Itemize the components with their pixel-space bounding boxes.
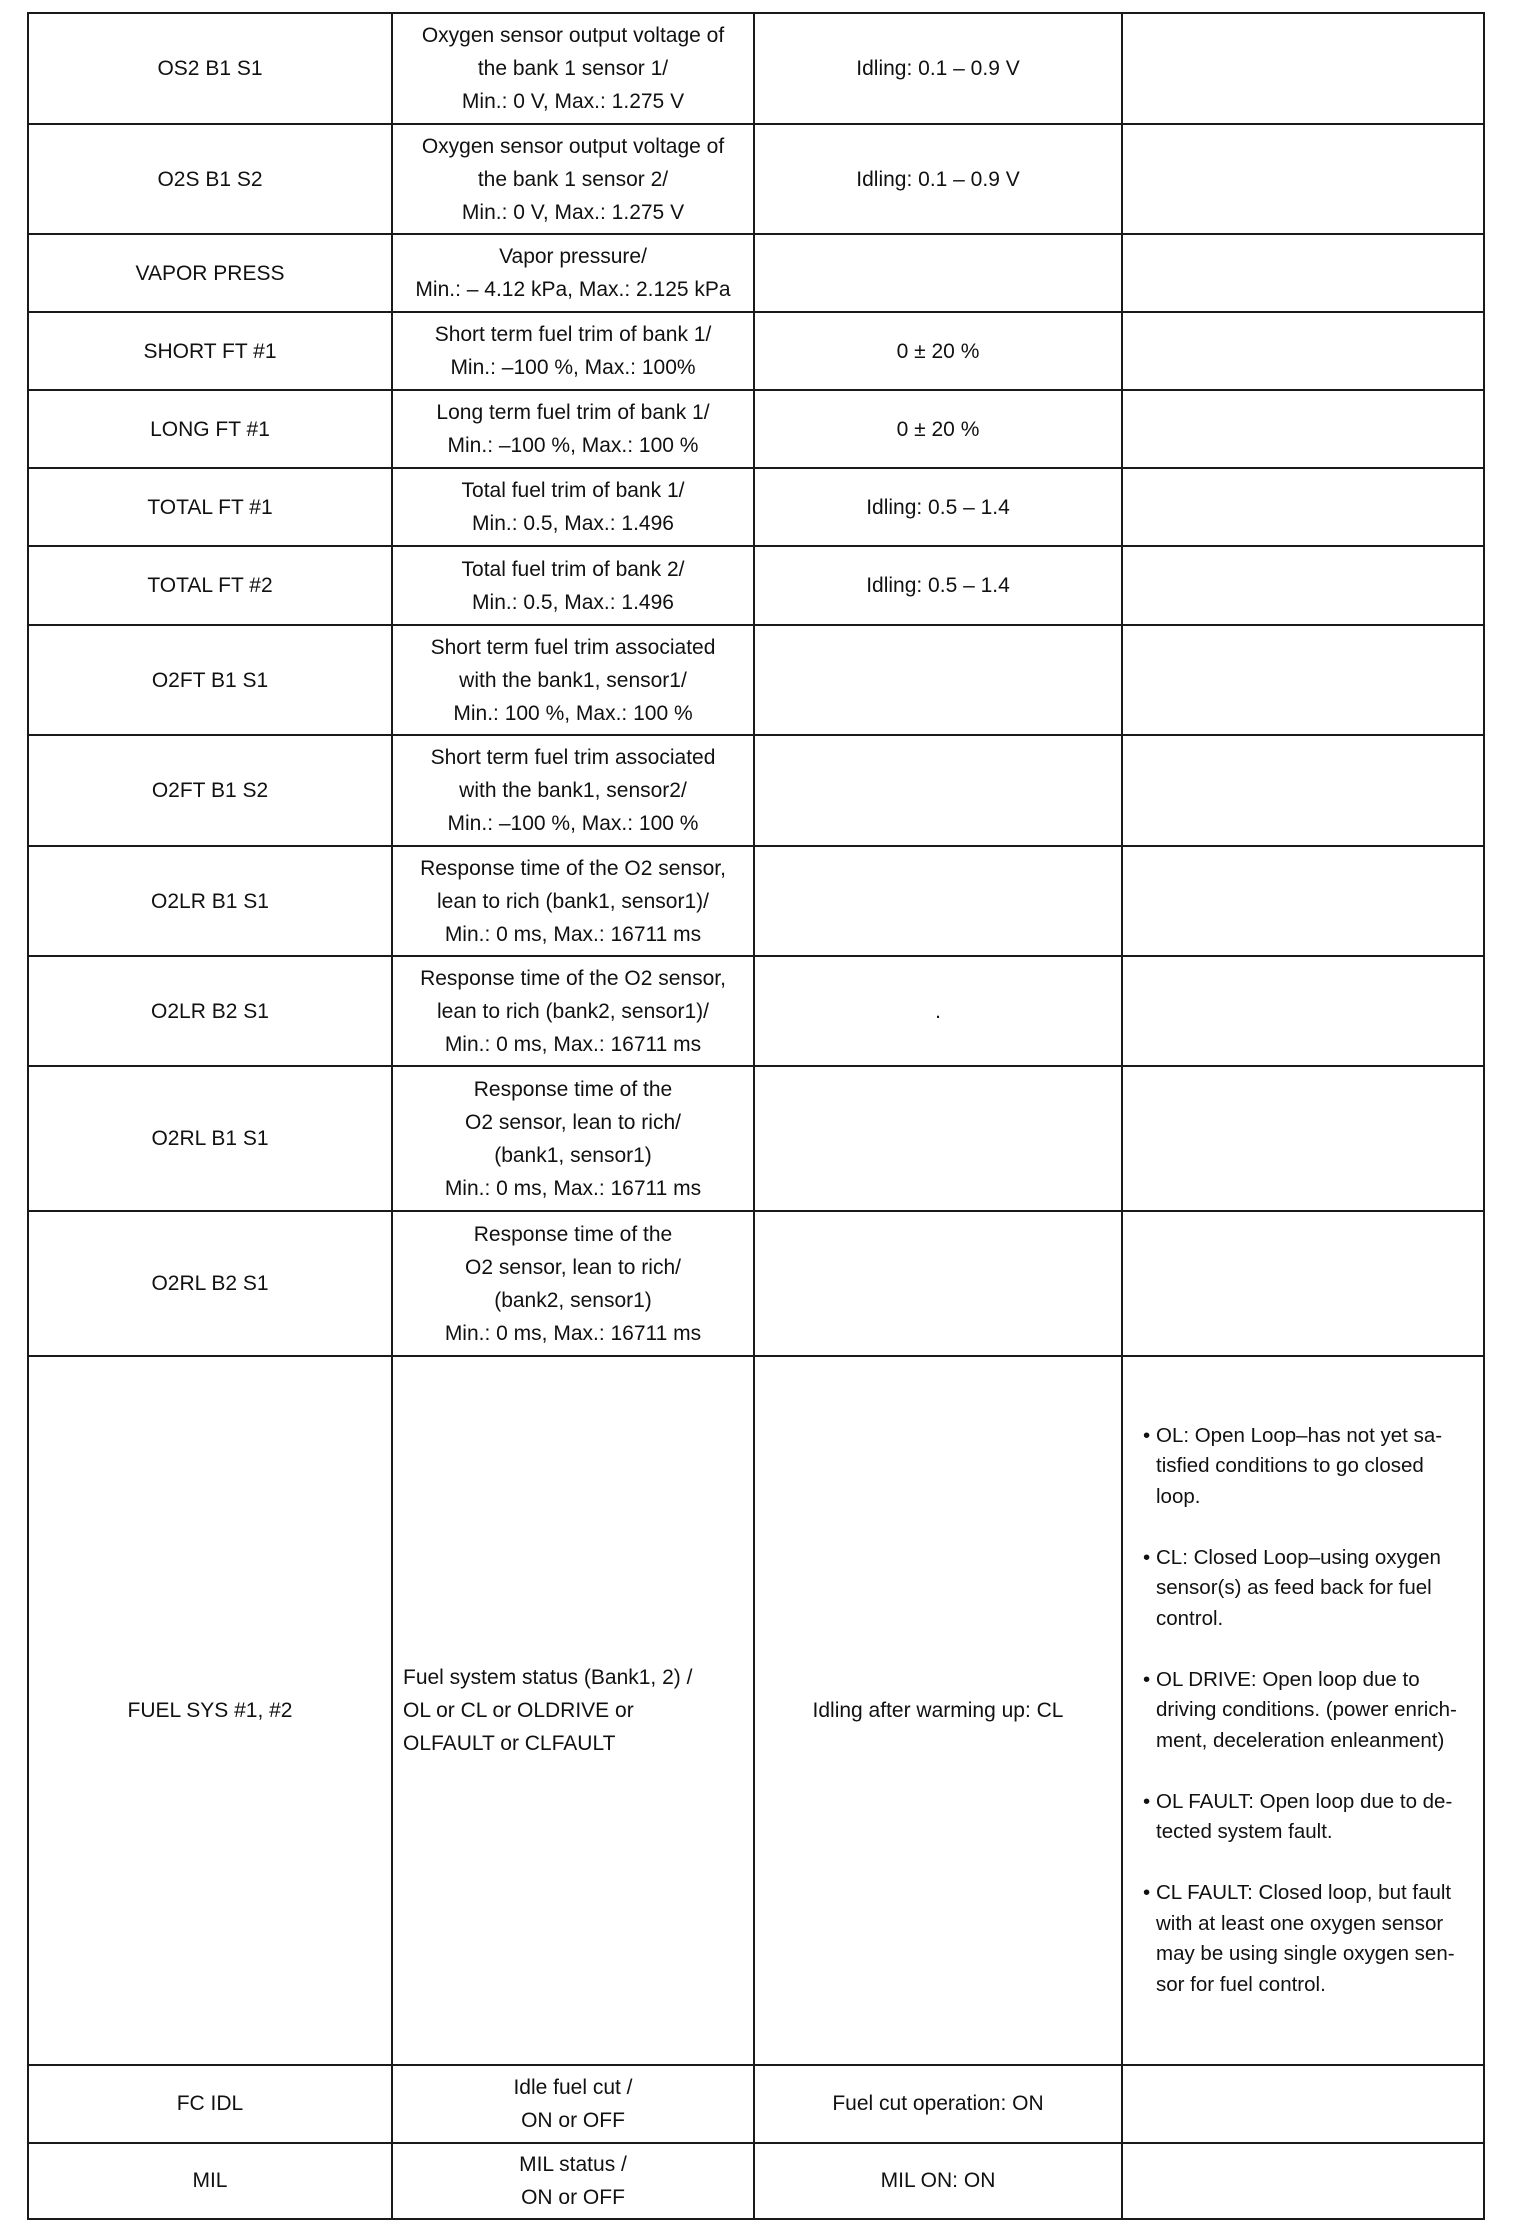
description-cell: Idle fuel cut / ON or OFF (392, 2065, 754, 2143)
item-name-cell: OS2 B1 S1 (28, 13, 392, 124)
item-name-cell: O2LR B1 S1 (28, 846, 392, 956)
description-cell: Vapor pressure/ Min.: – 4.12 kPa, Max.: 2.125 kPa (392, 234, 754, 312)
remarks-cell (1122, 234, 1484, 312)
table-row (28, 625, 1484, 735)
description-cell: Short term fuel trim associated with the bank1, sensor2/ Min.: –100 %, Max.: 100 % (392, 735, 754, 846)
table-row (28, 2065, 1484, 2143)
list-item: • CL: Closed Loop–using oxygen sensor(s) as feed back for fuel control. (1143, 1543, 1467, 1635)
table-row (28, 468, 1484, 546)
table-row (28, 546, 1484, 625)
reference-cell: Fuel cut operation: ON (754, 2065, 1122, 2143)
description-cell: Response time of the O2 sensor, lean to rich/ (bank2, sensor1) Min.: 0 ms, Max.: 16711 ms (392, 1211, 754, 1356)
remarks-cell (1122, 312, 1484, 390)
item-name-cell: FC IDL (28, 2065, 392, 2143)
item-name-cell: O2S B1 S2 (28, 124, 392, 234)
table-row (28, 2143, 1484, 2219)
reference-cell: MIL ON: ON (754, 2143, 1122, 2219)
remarks-cell (1122, 1066, 1484, 1211)
remarks-cell (1122, 546, 1484, 625)
item-name-cell: SHORT FT #1 (28, 312, 392, 390)
item-name-cell: MIL (28, 2143, 392, 2219)
remarks-cell (1122, 468, 1484, 546)
description-cell: Total fuel trim of bank 2/ Min.: 0.5, Max.: 1.496 (392, 546, 754, 625)
list-item: • CL FAULT: Closed loop, but fault with at least one oxygen sensor may be using single oxygen sen- sor for fuel control. (1143, 1878, 1467, 2000)
remarks-cell (1122, 2143, 1484, 2219)
item-name-cell: O2FT B1 S2 (28, 735, 392, 846)
table-row (28, 1211, 1484, 1356)
data-list-sheet (27, 12, 1485, 2220)
reference-cell: Idling after warming up: CL (754, 1356, 1122, 2065)
table-row (28, 124, 1484, 234)
item-name-cell: O2LR B2 S1 (28, 956, 392, 1066)
remarks-cell (1122, 124, 1484, 234)
reference-cell (754, 1211, 1122, 1356)
remarks-cell (1122, 735, 1484, 846)
table-row (28, 312, 1484, 390)
description-cell: Total fuel trim of bank 1/ Min.: 0.5, Max.: 1.496 (392, 468, 754, 546)
table-row (28, 390, 1484, 468)
reference-cell: 0 ± 20 % (754, 312, 1122, 390)
description-cell: Long term fuel trim of bank 1/ Min.: –100 %, Max.: 100 % (392, 390, 754, 468)
description-cell: Oxygen sensor output voltage of the bank 1 sensor 2/ Min.: 0 V, Max.: 1.275 V (392, 124, 754, 234)
description-cell: Short term fuel trim of bank 1/ Min.: –100 %, Max.: 100% (392, 312, 754, 390)
item-name-cell: LONG FT #1 (28, 390, 392, 468)
remarks-cell (1122, 1356, 1484, 2065)
description-cell: Response time of the O2 sensor, lean to rich (bank2, sensor1)/ Min.: 0 ms, Max.: 16711 ms (392, 956, 754, 1066)
item-name-cell: O2RL B1 S1 (28, 1066, 392, 1211)
reference-cell (754, 846, 1122, 956)
remarks-cell (1122, 13, 1484, 124)
description-cell: MIL status / ON or OFF (392, 2143, 754, 2219)
description-cell: Short term fuel trim associated with the bank1, sensor1/ Min.: 100 %, Max.: 100 % (392, 625, 754, 735)
list-item: • OL FAULT: Open loop due to de- tected system fault. (1143, 1787, 1467, 1848)
remarks-cell (1122, 625, 1484, 735)
description-cell: Oxygen sensor output voltage of the bank 1 sensor 1/ Min.: 0 V, Max.: 1.275 V (392, 13, 754, 124)
reference-cell (754, 735, 1122, 846)
remarks-cell (1122, 2065, 1484, 2143)
table-row (28, 234, 1484, 312)
reference-cell (754, 1066, 1122, 1211)
reference-cell (754, 234, 1122, 312)
table-row (28, 956, 1484, 1066)
description-cell: Fuel system status (Bank1, 2) / OL or CL or OLDRIVE or OLFAULT or CLFAULT (392, 1356, 754, 2065)
table-row (28, 735, 1484, 846)
item-name-cell: TOTAL FT #1 (28, 468, 392, 546)
remarks-cell (1122, 1211, 1484, 1356)
reference-cell (754, 625, 1122, 735)
item-name-cell: TOTAL FT #2 (28, 546, 392, 625)
reference-cell: . (754, 956, 1122, 1066)
item-name-cell: O2RL B2 S1 (28, 1211, 392, 1356)
reference-cell: 0 ± 20 % (754, 390, 1122, 468)
remarks-cell (1122, 390, 1484, 468)
description-cell: Response time of the O2 sensor, lean to rich (bank1, sensor1)/ Min.: 0 ms, Max.: 16711 ms (392, 846, 754, 956)
table-row (28, 13, 1484, 124)
fuel-system-notes (1133, 1390, 1473, 2031)
remarks-cell (1122, 956, 1484, 1066)
reference-cell: Idling: 0.1 – 0.9 V (754, 13, 1122, 124)
reference-cell: Idling: 0.5 – 1.4 (754, 546, 1122, 625)
list-item: • OL DRIVE: Open loop due to driving conditions. (power enrich- ment, deceleration enleanment) (1143, 1665, 1467, 1757)
reference-cell: Idling: 0.5 – 1.4 (754, 468, 1122, 546)
list-item: • OL: Open Loop–has not yet sa- tisfied conditions to go closed loop. (1143, 1421, 1467, 1513)
table-row (28, 846, 1484, 956)
item-name-cell: O2FT B1 S1 (28, 625, 392, 735)
diagnostic-data-table (27, 12, 1485, 2220)
table-row (28, 1356, 1484, 2065)
item-name-cell: FUEL SYS #1, #2 (28, 1356, 392, 2065)
description-cell: Response time of the O2 sensor, lean to rich/ (bank1, sensor1) Min.: 0 ms, Max.: 16711 ms (392, 1066, 754, 1211)
item-name-cell: VAPOR PRESS (28, 234, 392, 312)
table-row (28, 1066, 1484, 1211)
remarks-cell (1122, 846, 1484, 956)
reference-cell: Idling: 0.1 – 0.9 V (754, 124, 1122, 234)
